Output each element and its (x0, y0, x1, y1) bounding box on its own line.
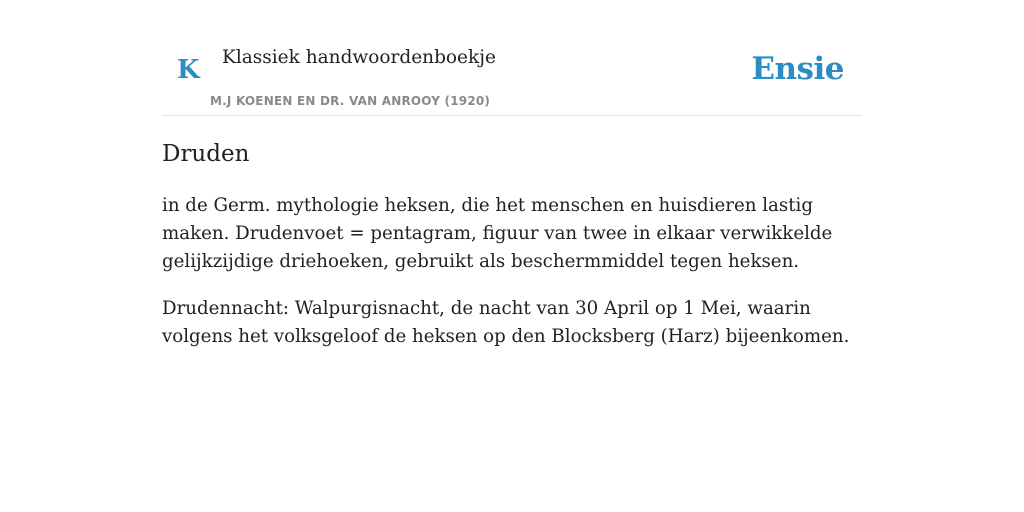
dictionary-title-link[interactable]: Klassiek handwoordenboekje (222, 47, 496, 68)
entry-definition (162, 192, 862, 370)
content-container (162, 0, 862, 347)
dictionary-logo-icon[interactable]: K (177, 55, 200, 85)
entry-title: Druden (162, 141, 250, 167)
dictionary-header (162, 0, 862, 116)
definition-paragraph: in de Germ. mythologie heksen, die het menschen en huisdieren lastig maken. Drudenvoet = pentagram, figuur van twee in elkaar verwikkelde gelijkzijdige driehoeken, gebruikt als beschermmiddel tegen heksen. (162, 195, 833, 272)
ensie-brand-logo[interactable]: Ensie (751, 51, 844, 87)
dictionary-authors: M.J KOENEN EN DR. VAN ANROOY (1920) (210, 94, 491, 108)
definition-paragraph: Drudennacht: Walpurgisnacht, de nacht van 30 April op 1 Mei, waarin volgens het volksgeloof de heksen op den Blocksberg (Harz) bijeenkomen. (162, 298, 850, 347)
